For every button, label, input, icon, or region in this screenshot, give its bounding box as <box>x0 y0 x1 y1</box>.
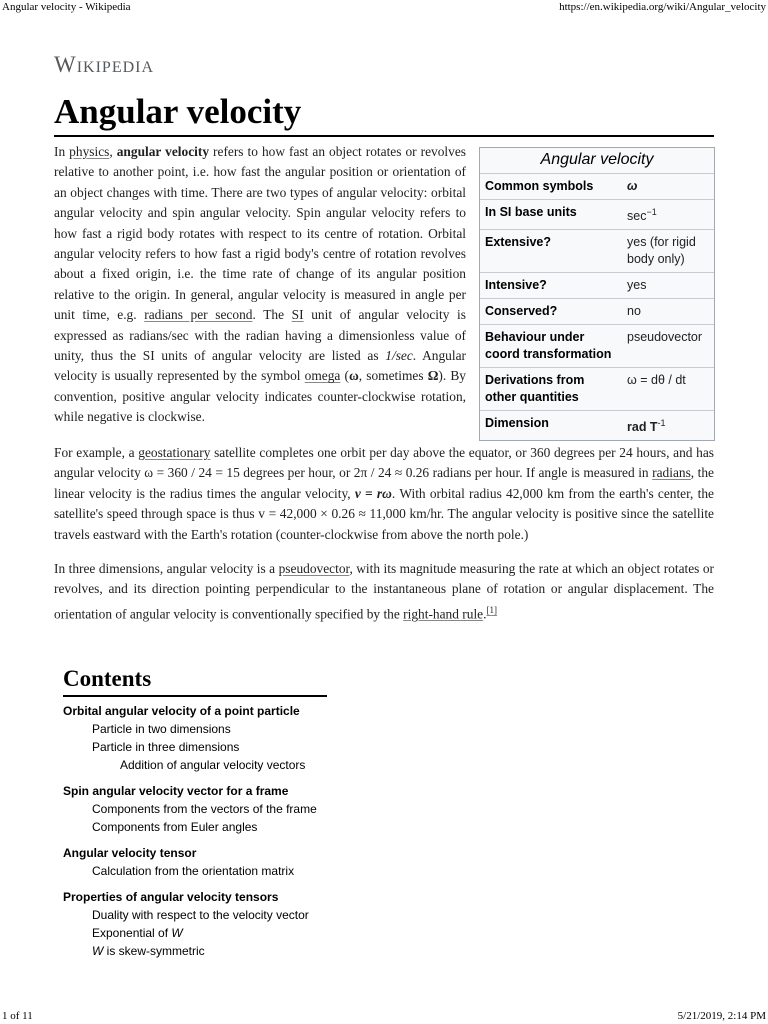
toc-subitem[interactable]: Exponential of W <box>92 926 183 940</box>
toc-subitem[interactable]: Addition of angular velocity vectors <box>120 758 306 772</box>
infobox-value-text: rad T <box>627 420 658 435</box>
infobox-value-text: ω = dθ / dt <box>627 373 686 388</box>
infobox-row <box>480 299 714 325</box>
lead-paragraph: In physics, angular velocity refers to how fast an object rotates or revolves relative to another point, i.e. how fast the angular position or orientation of an object changes with time. There are two types of angular velocity: orbital angular velocity and spin angular velocity. Spin angular velocity refers to how fast a rigid body rotates with respect to its centre of rotation. Orbital angular velocity refers to how fast a rigid body's centre of rotation revolves about a fixed origin, i.e. the time rate of change of its angular position relative to the origin. In general, angular velocity is measured in angle per unit time, e.g. radians per second. The SI unit of angular velocity is expressed as radians/sec with the radian having a dimensionless value of unity, thus the SI units of angular velocity are listed as 1/sec. Angular velocity is usually represented by the symbol omega (ω, sometimes Ω). By convention, positive angular velocity indicates counter-clockwise rotation, while negative is clockwise. <box>54 144 467 425</box>
infobox-value <box>622 273 714 299</box>
print-page-title: Angular velocity - Wikipedia <box>2 1 131 13</box>
infobox-row <box>480 273 714 299</box>
toc-subitem[interactable]: Particle in two dimensions <box>92 722 231 736</box>
toc-group <box>63 703 317 774</box>
infobox-row <box>480 411 714 441</box>
infobox-row <box>480 325 714 368</box>
toc-subitem[interactable]: Components from the vectors of the frame <box>92 802 317 816</box>
infobox-key: Conserved? <box>480 299 622 325</box>
contents-title: Contents <box>63 664 327 697</box>
example-paragraph: For example, a geostationary satellite completes one orbit per day above the equator, or 360 degrees per 24 hours, and has angular velocity ω = 360 / 24 = 15 degrees per hour, or 2π / 24 ≈ 0.26 radians per hour. If angle is measured in radians, the linear velocity is the radius times the angular velocity, v = rω. With orbital radius 42,000 km from the earth's center, the satellite's speed through space is thus v = 42,000 × 0.26 ≈ 11,000 km/hr. The angular velocity is positive since the satellite travels eastward with the Earth's rotation (counter-clockwise from above the north pole.) <box>54 445 715 542</box>
infobox-key: Common symbols <box>480 174 622 200</box>
print-footer <box>0 1008 768 1024</box>
velocity-equation: v = rω <box>354 485 392 501</box>
infobox-value-text: ω <box>627 179 638 193</box>
infobox-row <box>480 174 714 200</box>
link-radians[interactable]: radians <box>652 465 691 481</box>
infobox-value-superscript: −1 <box>646 207 657 217</box>
infobox-value <box>622 200 714 230</box>
toc-subitem[interactable]: W is skew-symmetric <box>92 944 205 958</box>
infobox-table <box>480 173 714 440</box>
infobox-key: Derivations from other quantities <box>480 368 622 411</box>
lead-term: angular velocity <box>116 144 210 159</box>
infobox-key: Behaviour under coord transformation <box>480 325 622 368</box>
link-omega[interactable]: omega <box>304 368 341 384</box>
infobox-value <box>622 368 714 411</box>
infobox-key: Extensive? <box>480 230 622 273</box>
link-physics[interactable]: physics <box>69 144 110 159</box>
print-url: https://en.wikipedia.org/wiki/Angular_velocity <box>559 1 766 13</box>
link-radians-per-second[interactable]: radians per second <box>144 307 253 323</box>
wikipedia-wordmark[interactable]: Wikipedia <box>54 52 155 77</box>
infobox-value-text: no <box>627 304 641 319</box>
toc-item[interactable]: Spin angular velocity vector for a frame <box>63 784 289 798</box>
toc-item[interactable]: Angular velocity tensor <box>63 846 197 860</box>
infobox-value-text: yes <box>627 278 647 293</box>
toc-subitem[interactable]: Duality with respect to the velocity vector <box>92 908 309 922</box>
infobox-title: Angular velocity <box>540 151 654 168</box>
link-pseudovector[interactable]: pseudovector <box>278 561 350 576</box>
infobox-row <box>480 368 714 411</box>
infobox-value <box>622 174 714 200</box>
infobox-key: In SI base units <box>480 200 622 230</box>
toc-subitem[interactable]: Particle in three dimensions <box>92 740 240 754</box>
print-datetime: 5/21/2019, 2:14 PM <box>677 1010 766 1022</box>
link-right-hand-rule[interactable]: right-hand rule <box>403 606 484 622</box>
link-si[interactable]: SI <box>291 307 304 323</box>
reference-1[interactable]: [1] <box>486 604 497 615</box>
infobox-value <box>622 411 714 441</box>
page-title: Angular velocity <box>54 90 714 137</box>
toc-item[interactable]: Properties of angular velocity tensors <box>63 890 279 904</box>
toc-subitem[interactable]: Calculation from the orientation matrix <box>92 864 295 878</box>
infobox-key: Dimension <box>480 411 622 441</box>
infobox <box>479 147 715 441</box>
toc-group <box>63 783 317 836</box>
infobox-value <box>622 325 714 368</box>
print-header <box>0 0 768 16</box>
infobox-row <box>480 200 714 230</box>
infobox-key: Intensive? <box>480 273 622 299</box>
infobox-row <box>480 230 714 273</box>
three-dimensions-paragraph: In three dimensions, angular velocity is a pseudovector, with its magnitude measuring the rate at which an object rotates or revolves, and its direction pointing perpendicular to the instantaneous plane of rotation or angular displacement. The orientation of angular velocity is conventionally specified by the right-hand rule.[1] <box>54 561 714 622</box>
toc-subitem[interactable]: Components from Euler angles <box>92 820 258 834</box>
infobox-value-text: pseudovector <box>627 330 703 345</box>
infobox-value <box>622 230 714 273</box>
infobox-value-text: sec <box>627 209 647 224</box>
infobox-value-text: yes (for rigid body only) <box>627 235 696 267</box>
toc-item[interactable]: Orbital angular velocity of a point particle <box>63 704 300 718</box>
toc-group <box>63 845 317 880</box>
link-geostationary[interactable]: geostationary <box>138 445 211 460</box>
table-of-contents <box>63 703 317 969</box>
print-page-number: 1 of 11 <box>2 1010 33 1022</box>
infobox-value-superscript: -1 <box>657 418 666 429</box>
infobox-value <box>622 299 714 325</box>
toc-group <box>63 889 317 960</box>
